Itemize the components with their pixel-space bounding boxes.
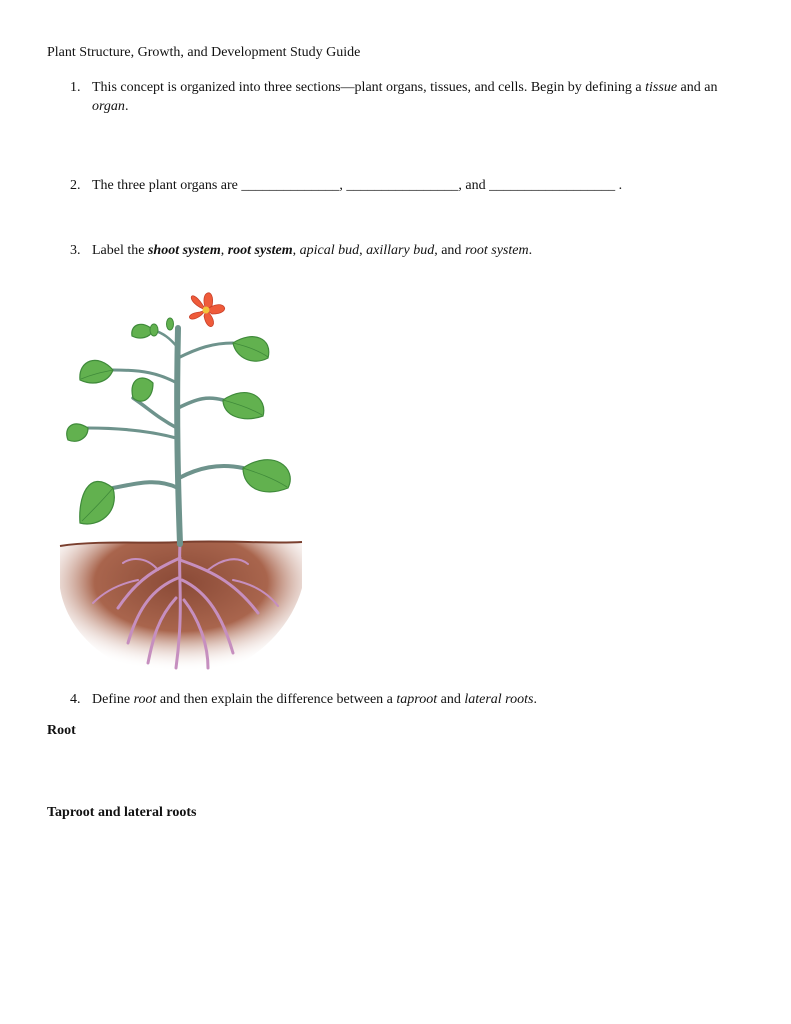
- text-run: tissue: [645, 80, 678, 95]
- question-number: 4.: [70, 692, 81, 707]
- text-run: ,: [292, 243, 300, 258]
- question-text: [92, 241, 740, 260]
- stem: [88, 328, 243, 544]
- question-3: [70, 241, 740, 260]
- text-run: , and: [434, 243, 465, 258]
- text-run: taproot: [396, 692, 438, 707]
- text-run: and: [437, 692, 465, 707]
- text-run: Label the: [92, 243, 148, 258]
- text-run: .: [528, 243, 533, 258]
- text-run: This concept is organized into three sections—plant organs, tissues, and cells. Begin by defining a: [92, 80, 646, 95]
- text-run: axillary bud: [366, 243, 435, 258]
- question-number: 1.: [70, 80, 81, 95]
- text-run: organ: [92, 99, 125, 114]
- question-2: [70, 176, 740, 195]
- flower: [189, 293, 224, 327]
- question-4: [70, 690, 740, 709]
- flowering-plant-illustration: [58, 288, 306, 678]
- text-run: .: [533, 692, 537, 707]
- question-number: 2.: [70, 178, 81, 193]
- text-run: ,: [359, 243, 367, 258]
- text-run: root system: [227, 243, 293, 258]
- page-title: Plant Structure, Growth, and Development Study Guide: [47, 45, 361, 60]
- text-run: apical bud: [299, 243, 360, 258]
- question-text: [92, 176, 740, 195]
- text-run: shoot system: [147, 243, 221, 258]
- text-run: .: [124, 99, 129, 114]
- section-heading-root: Root: [47, 723, 76, 738]
- text-run: root system: [464, 243, 529, 258]
- question-text: [92, 690, 740, 709]
- text-run: ,: [220, 243, 228, 258]
- section-heading-taproot: Taproot and lateral roots: [47, 805, 197, 820]
- text-run: and then explain the difference between a: [156, 692, 397, 707]
- text-run: Define: [92, 692, 134, 707]
- text-run: The three plant organs are ______________, ________________, and __________________ .: [92, 178, 623, 193]
- text-run: lateral roots: [464, 692, 534, 707]
- text-run: root: [133, 692, 157, 707]
- question-1: [70, 78, 740, 116]
- question-text: [92, 78, 740, 116]
- text-run: and an: [677, 80, 718, 95]
- question-number: 3.: [70, 243, 81, 258]
